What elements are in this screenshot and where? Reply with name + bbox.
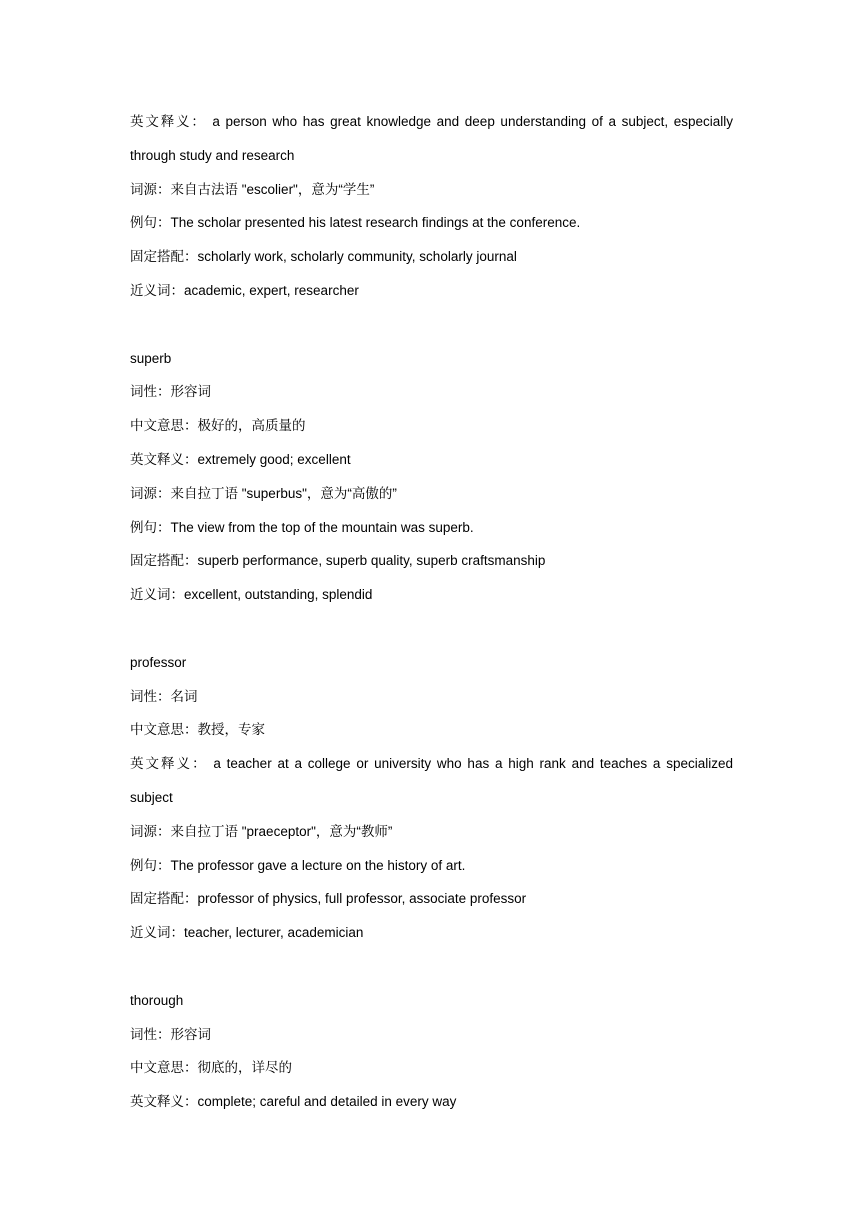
professor-example: 例句：The professor gave a lecture on the history of art. [130, 857, 466, 873]
professor-definition-en: 英文释义： a teacher at a college or university who has a high rank and teaches a specialized subject [130, 756, 733, 805]
scholar-example: 例句：The scholar presented his latest research findings at the conference. [130, 215, 581, 231]
professor-meaning-zh: 中文意思：教授，专家 [130, 722, 265, 738]
entry-word-thorough: thorough [130, 992, 184, 1008]
scholar-collocations: 固定搭配：scholarly work, scholarly community, scholarly journal [130, 249, 517, 265]
thorough-pos: 词性：形容词 [130, 1026, 211, 1042]
superb-definition-en: 英文释义：extremely good; excellent [130, 451, 351, 467]
superb-synonyms: 近义词：excellent, outstanding, splendid [130, 587, 373, 603]
superb-meaning-zh: 中文意思：极好的，高质量的 [130, 418, 306, 434]
scholar-etymology: 词源：来自古法语 "escolier"，意为“学生” [130, 181, 375, 197]
entry-word-superb: superb [130, 350, 172, 366]
thorough-meaning-zh: 中文意思：彻底的，详尽的 [130, 1060, 292, 1076]
thorough-definition-en: 英文释义：complete; careful and detailed in every way [130, 1094, 457, 1110]
professor-collocations: 固定搭配：professor of physics, full professor, associate professor [130, 891, 527, 907]
professor-etymology: 词源：来自拉丁语 "praeceptor"，意为“教师” [130, 823, 393, 839]
scholar-definition-en: 英文释义： a person who has great knowledge and deep understanding of a subject, especially through study and research [130, 114, 733, 163]
superb-collocations: 固定搭配：superb performance, superb quality, superb craftsmanship [130, 553, 546, 569]
document-body [130, 105, 733, 1119]
entry-word-professor: professor [130, 654, 187, 670]
spacer [130, 308, 733, 342]
professor-pos: 词性：名词 [130, 688, 198, 704]
superb-example: 例句：The view from the top of the mountain was superb. [130, 519, 474, 535]
scholar-synonyms: 近义词：academic, expert, researcher [130, 282, 359, 298]
superb-pos: 词性：形容词 [130, 384, 211, 400]
professor-synonyms: 近义词：teacher, lecturer, academician [130, 925, 364, 941]
spacer [130, 612, 733, 646]
superb-etymology: 词源：来自拉丁语 "superbus"，意为“高傲的” [130, 485, 397, 501]
spacer [130, 950, 733, 984]
